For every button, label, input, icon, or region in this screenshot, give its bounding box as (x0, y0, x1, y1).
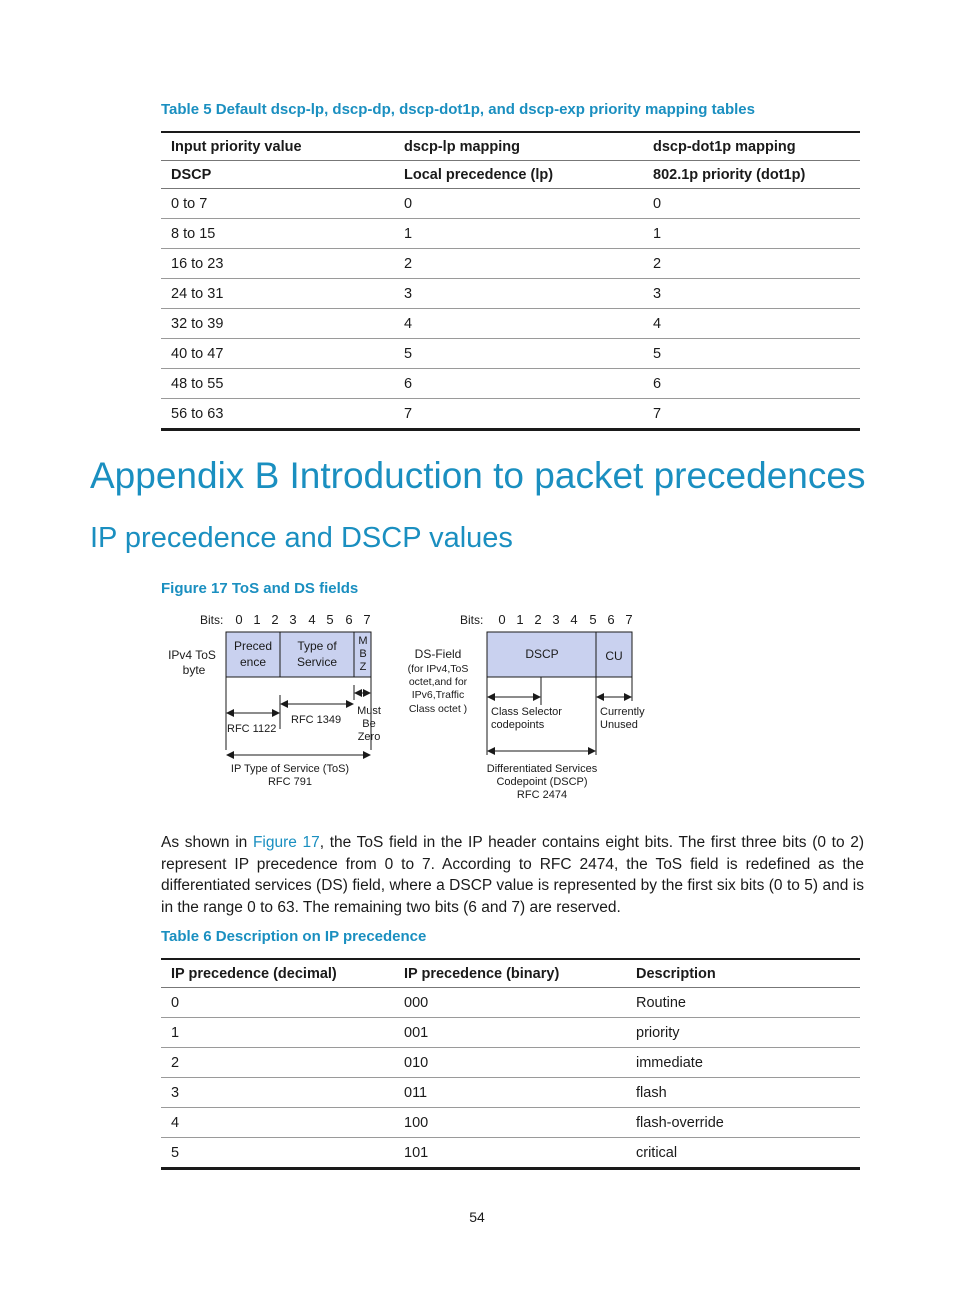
table-cell: 1 (394, 219, 643, 249)
type-of-service-label: Service (296, 655, 338, 669)
tos-footer-label: IP Type of Service (ToS) (230, 763, 350, 775)
appendix-title: Appendix B Introduction to packet precedences (90, 455, 866, 496)
table5-header-row-2 (161, 161, 860, 189)
cu-field-label: CU (605, 649, 623, 663)
table-cell: 2 (394, 249, 643, 279)
table-row (161, 1018, 860, 1048)
left-bit-6: 6 (345, 612, 353, 627)
left-bit-0: 0 (235, 612, 243, 627)
table-cell: 2 (161, 1048, 394, 1078)
table-cell: 000 (394, 988, 626, 1018)
precedence-field-label: ence (239, 655, 267, 669)
table-cell: priority (626, 1018, 860, 1048)
precedence-field-label: Preced (233, 639, 273, 653)
figure-link[interactable]: Figure 17 (252, 834, 320, 851)
table-row (161, 988, 860, 1018)
ipv4-tos-label: IPv4 ToS (168, 648, 216, 662)
tos-footer-label: RFC 791 (267, 776, 313, 788)
table-row (161, 1108, 860, 1138)
currently-unused-label: Unused (600, 719, 638, 731)
table6 (161, 958, 860, 1170)
table-cell: Routine (626, 988, 860, 1018)
must-be-zero-label: Must (357, 705, 381, 717)
table-cell: 0 (394, 189, 643, 219)
right-bit-2: 2 (534, 612, 542, 627)
table-row (161, 339, 860, 369)
table-cell: 0 (161, 988, 394, 1018)
left-bit-2: 2 (271, 612, 279, 627)
right-bit-7: 7 (625, 612, 633, 627)
dscp-footer-label: RFC 2474 (516, 789, 568, 801)
table-cell: 0 to 7 (161, 189, 394, 219)
must-be-zero-label: Zero (357, 731, 381, 743)
table-cell: 0 (643, 189, 860, 219)
table-cell: 3 (161, 1078, 394, 1108)
must-be-zero-label: Be (362, 718, 376, 730)
table5-header-cell: dscp-dot1p mapping (643, 132, 860, 161)
type-of-service-label: Type of (297, 639, 337, 653)
right-bit-0: 0 (498, 612, 506, 627)
table5-header-cell: dscp-lp mapping (394, 132, 643, 161)
table5-header-cell: Local precedence (lp) (394, 161, 643, 189)
table-cell: 56 to 63 (171, 405, 224, 422)
paragraph-text: As shown in (161, 834, 253, 851)
class-selector-label: codepoints (491, 719, 545, 731)
table-cell: 32 to 39 (161, 309, 394, 339)
ipv4-byte-label: byte (182, 663, 206, 677)
table-cell: 24 to 31 (161, 279, 394, 309)
tos-ds-diagram (160, 605, 645, 805)
table-cell: 1 (161, 1018, 394, 1048)
table-cell: 3 (394, 279, 643, 309)
page-number: 54 (469, 1209, 485, 1225)
right-bit-5: 5 (589, 612, 597, 627)
right-bit-6: 6 (607, 612, 615, 627)
table6-header-cell: Description (626, 959, 860, 988)
table-row (161, 309, 860, 339)
table-cell: immediate (626, 1048, 860, 1078)
table-cell: 001 (394, 1018, 626, 1048)
table-cell: 4 (394, 309, 643, 339)
ds-field-desc: (for IPv4,ToS (407, 663, 469, 675)
table5-header-cell: DSCP (161, 161, 394, 189)
table-cell: 7 (653, 405, 662, 422)
rfc1349-label: RFC 1349 (291, 714, 342, 726)
table-cell: 6 (394, 369, 643, 399)
left-bit-5: 5 (326, 612, 334, 627)
ds-field-desc: Class octet ) (408, 703, 468, 715)
right-bit-3: 3 (552, 612, 560, 627)
ds-field-desc: octet,and for (408, 676, 468, 688)
table-cell: 2 (643, 249, 860, 279)
table-cell: 011 (394, 1078, 626, 1108)
ds-field-desc: IPv6,Traffic (411, 689, 465, 701)
left-bits-label: Bits: (200, 613, 224, 627)
table6-header-cell: IP precedence (binary) (394, 959, 626, 988)
table-cell: 16 to 23 (161, 249, 394, 279)
dscp-field-label: DSCP (525, 647, 559, 661)
mbz-label: B (359, 648, 367, 660)
table6-caption: Table 6 Description on IP precedence (161, 928, 427, 945)
table-cell: 3 (643, 279, 860, 309)
table-cell: 1 (643, 219, 860, 249)
table-row (161, 1078, 860, 1108)
table-row (161, 1138, 860, 1169)
table-cell: 48 to 55 (161, 369, 394, 399)
dscp-footer-label: Differentiated Services (486, 763, 598, 775)
ds-field-label: DS-Field (414, 647, 462, 661)
paragraph-text: , the ToS field in the IP header contains eight bits. The first three bits (0 to 2) represent IP precedence from 0 to 7. According to RFC 2474, the ToS field is redefined as the differentiated services (DS) field, where a DSCP value is represented by the first six bits (0 to 5) and is in the range 0 to 63. The remaining two bits (6 and 7) are reserved. (161, 834, 864, 916)
right-bit-4: 4 (570, 612, 578, 627)
table5-header-cell: Input priority value (161, 132, 394, 161)
table-row (161, 219, 860, 249)
table5-caption: Table 5 Default dscp-lp, dscp-dp, dscp-dot1p, and dscp-exp priority mapping tables (161, 101, 755, 118)
table-cell: 5 (394, 339, 643, 369)
left-bit-1: 1 (253, 612, 261, 627)
table-cell: 5 (643, 339, 860, 369)
rfc1122-label: RFC 1122 (227, 723, 277, 735)
figure-caption: Figure 17 ToS and DS fields (161, 580, 359, 597)
table-row (161, 189, 860, 219)
table-cell: 40 to 47 (161, 339, 394, 369)
table5 (161, 131, 860, 431)
table6-header-cell: IP precedence (decimal) (161, 959, 394, 988)
right-bits-label: Bits: (460, 613, 484, 627)
table-cell: 5 (171, 1144, 180, 1161)
right-bit-1: 1 (516, 612, 524, 627)
currently-unused-label: Currently (600, 706, 645, 718)
body-paragraph (161, 832, 864, 918)
table-cell: 7 (404, 405, 413, 422)
table-cell: 4 (643, 309, 860, 339)
table-row (161, 279, 860, 309)
dscp-footer-label: Codepoint (DSCP) (496, 776, 588, 788)
table-cell: flash (626, 1078, 860, 1108)
table-row (161, 1048, 860, 1078)
table-cell: 8 to 15 (161, 219, 394, 249)
left-bit-7: 7 (363, 612, 371, 627)
table-cell: 6 (643, 369, 860, 399)
table5-header-cell: 802.1p priority (dot1p) (643, 161, 860, 189)
table-row (161, 369, 860, 399)
table-row (161, 249, 860, 279)
table-cell: 100 (394, 1108, 626, 1138)
table-cell: 010 (394, 1048, 626, 1078)
table-cell: critical (636, 1144, 678, 1161)
section-title: IP precedence and DSCP values (90, 522, 513, 554)
table5-header-row-1 (161, 132, 860, 161)
table6-header-row (161, 959, 860, 988)
table-cell: 101 (404, 1144, 429, 1161)
mbz-label: Z (359, 661, 367, 673)
table-cell: 4 (161, 1108, 394, 1138)
left-bit-3: 3 (289, 612, 297, 627)
class-selector-label: Class Selector (491, 706, 562, 718)
left-bit-4: 4 (308, 612, 316, 627)
mbz-label: M (358, 635, 368, 647)
table-row (161, 399, 860, 430)
table-cell: flash-override (626, 1108, 860, 1138)
